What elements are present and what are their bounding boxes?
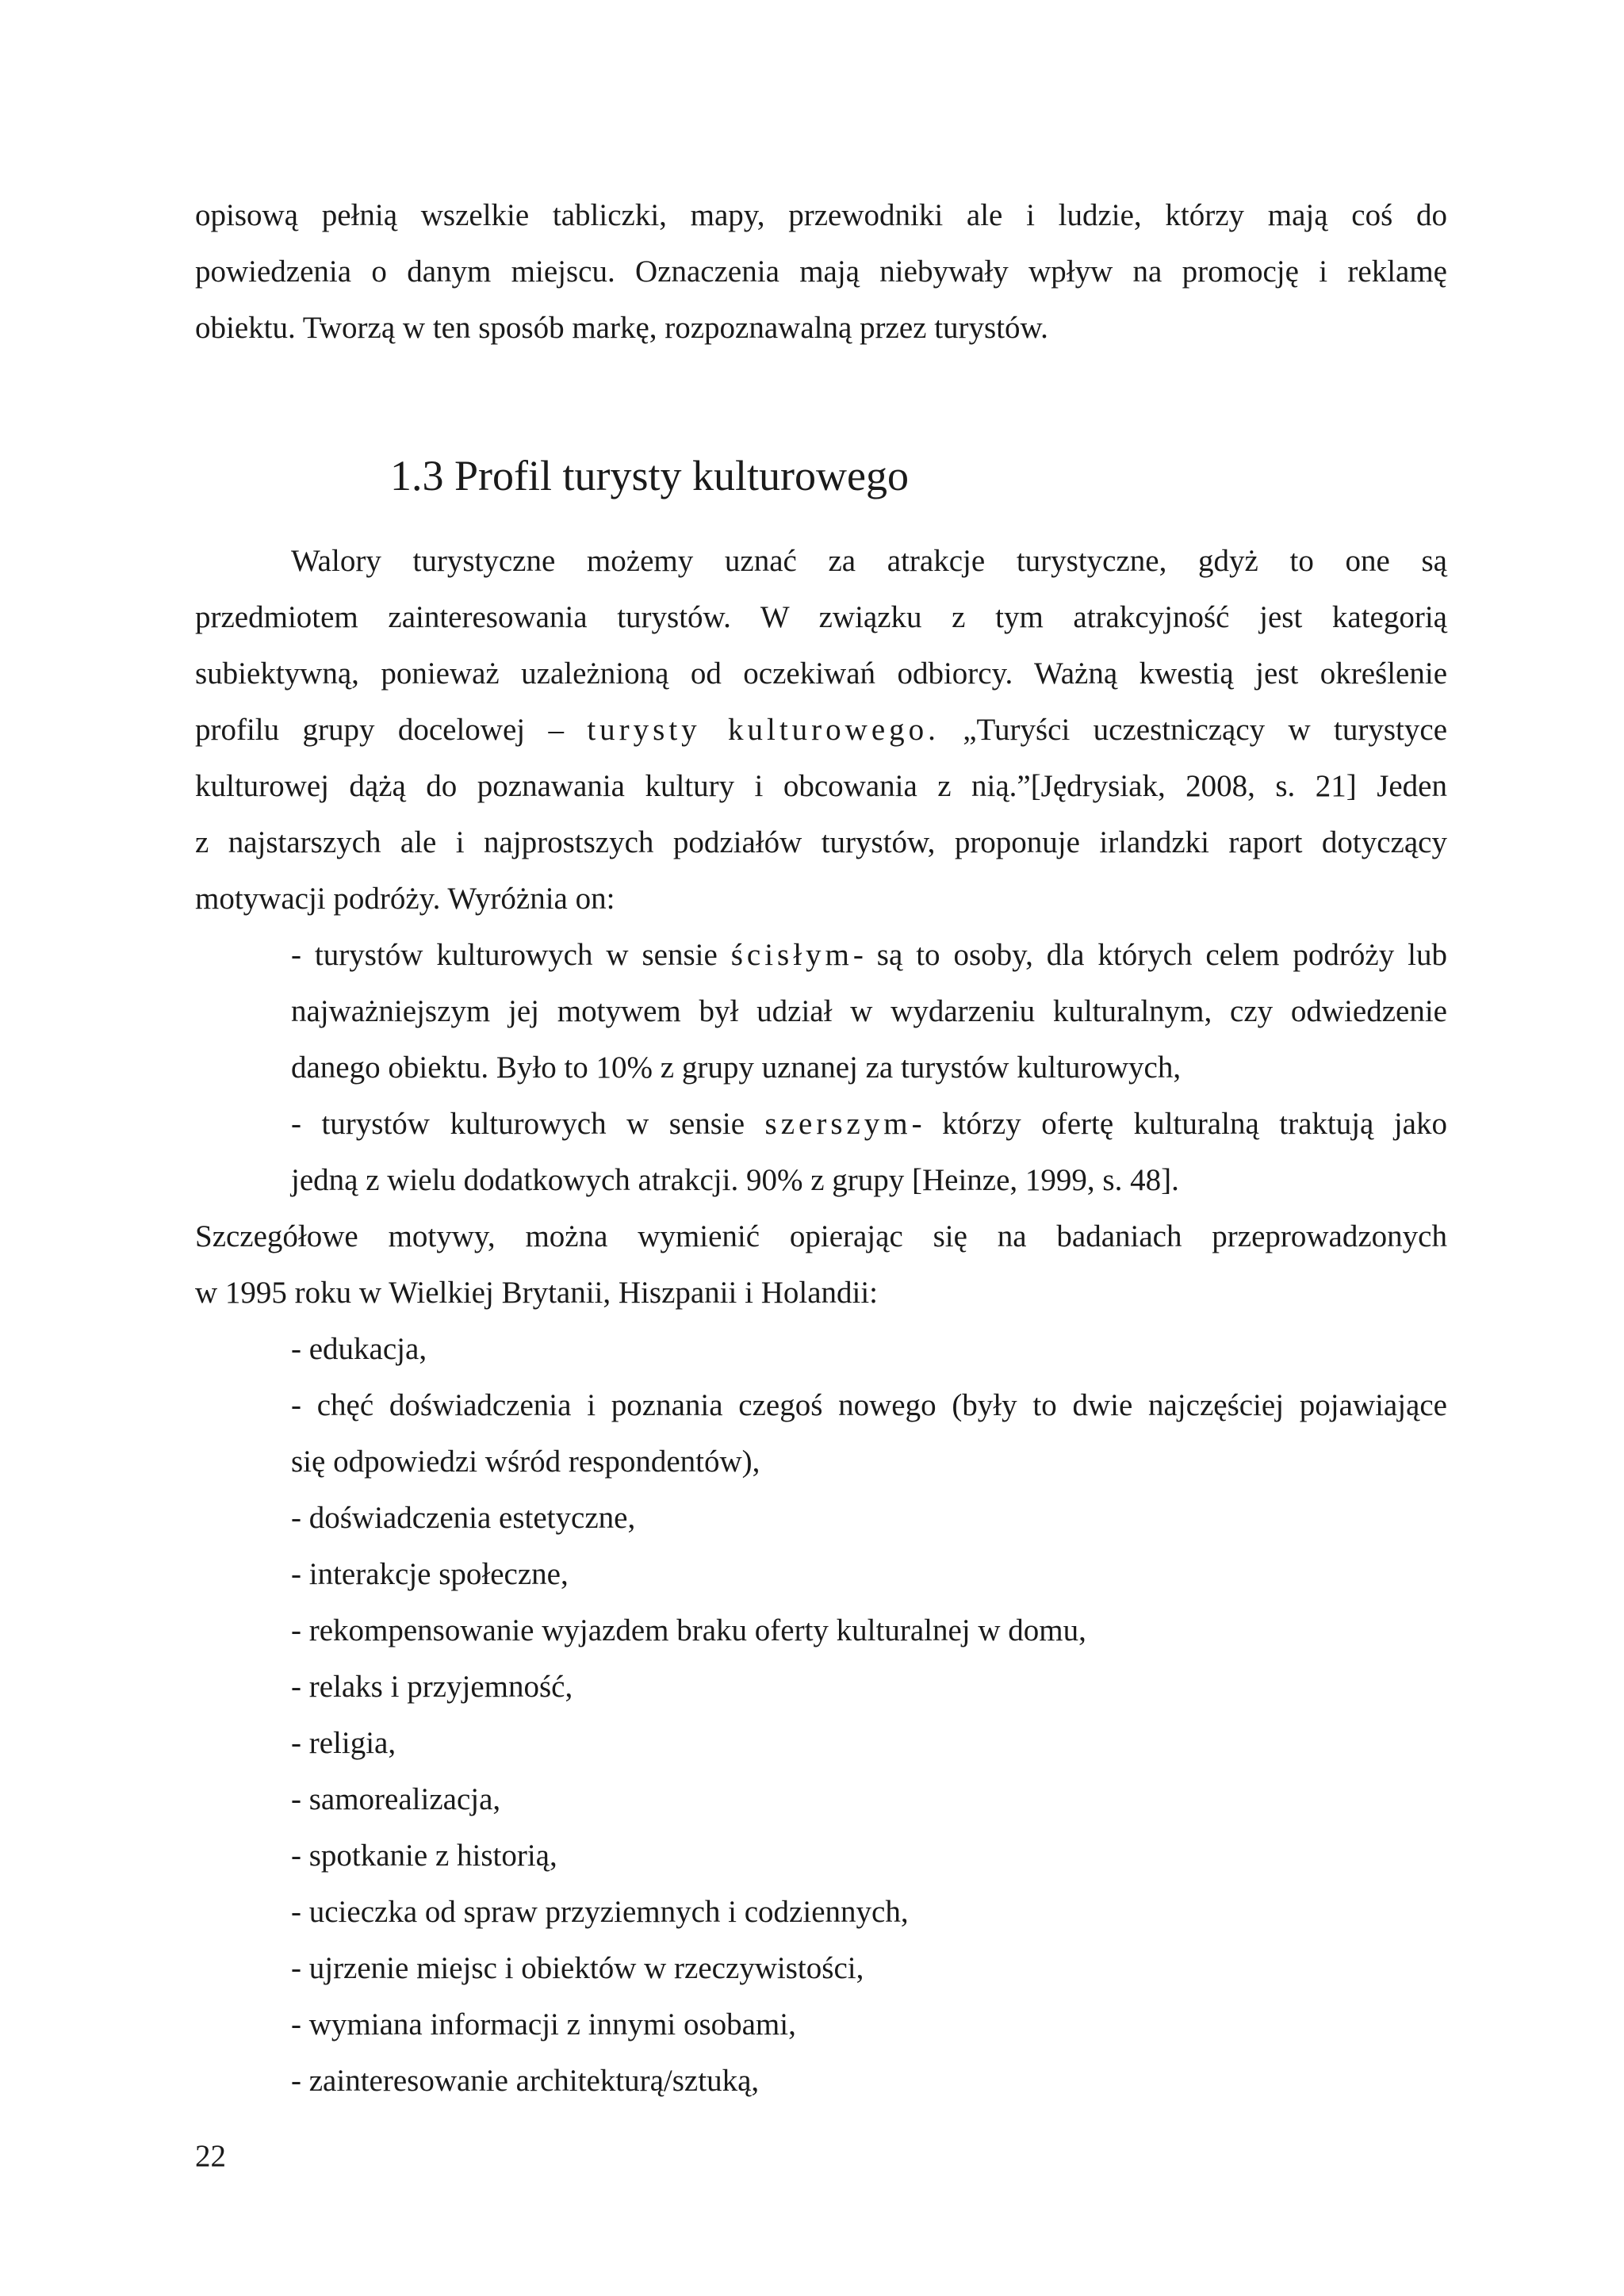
paragraph-line: motywacji podróży. Wyróżnia on:: [195, 882, 615, 916]
division-item-line: [291, 936, 1447, 975]
paragraph-line: subiektywną, ponieważ uzależnioną od oczekiwań odbiorcy. Ważną kwestią jest określenie: [195, 656, 1447, 691]
paragraph-line: przedmiotem zainteresowania turystów. W związku z tym atrakcyjność jest kategorią: [195, 600, 1447, 634]
division-item-line: najważniejszym jej motywem był udział w wydarzeniu kulturalnym, czy odwiedzenie: [291, 994, 1447, 1028]
paragraph-line: Szczegółowe motywy, można wymienić opierając się na badaniach przeprowadzonych: [195, 1219, 1447, 1253]
list-item: się odpowiedzi wśród respondentów),: [291, 1445, 760, 1479]
list-item: - rekompensowanie wyjazdem braku oferty kulturalnej w domu,: [291, 1613, 1086, 1647]
spaced-term: turysty kulturowego.: [587, 713, 940, 747]
text-run: - turystów kulturowych w sensie: [291, 1107, 765, 1141]
paragraph-line: w 1995 roku w Wielkiej Brytanii, Hiszpanii i Holandii:: [195, 1276, 879, 1310]
intro-line: obiektu. Tworzą w ten sposób markę, rozpoznawalną przez turystów.: [195, 311, 1048, 345]
spaced-term: szerszym: [764, 1107, 912, 1141]
paragraph-line: z najstarszych ale i najprostszych podziałów turystów, proponuje irlandzki raport dotyczący: [195, 825, 1447, 859]
paragraph-line: kulturowej dążą do poznawania kultury i obcowania z nią.”[Jędrysiak, 2008, s. 21] Jeden: [195, 769, 1447, 803]
list-item: - edukacja,: [291, 1332, 427, 1366]
list-item: - interakcje społeczne,: [291, 1557, 569, 1591]
list-item: - samorealizacja,: [291, 1782, 501, 1816]
list-item: - zainteresowanie architekturą/sztuką,: [291, 2064, 760, 2098]
text-run: - są to osoby, dla których celem podróży lub: [852, 938, 1447, 972]
text-run: „Turyści uczestniczący w turystyce: [939, 713, 1448, 747]
list-item: - doświadczenia estetyczne,: [291, 1501, 636, 1535]
paragraph-line: [195, 710, 1447, 750]
list-item: - ucieczka od spraw przyziemnych i codziennych,: [291, 1895, 909, 1929]
list-item: - chęć doświadczenia i poznania czegoś nowego (były to dwie najczęściej pojawiające: [291, 1388, 1447, 1422]
spaced-term: ścisłym: [730, 938, 853, 972]
intro-line: opisową pełnią wszelkie tabliczki, mapy, przewodniki ale i ludzie, którzy mają coś do: [195, 198, 1447, 232]
text-run: profilu grupy docelowej –: [195, 713, 588, 747]
paragraph-line: Walory turystyczne możemy uznać za atrakcje turystyczne, gdyż to one są: [291, 544, 1447, 578]
division-item-line: jedną z wielu dodatkowych atrakcji. 90% z grupy [Heinze, 1999, s. 48].: [291, 1163, 1179, 1197]
list-item: - wymiana informacji z innymi osobami,: [291, 2007, 796, 2042]
list-item: - spotkanie z historią,: [291, 1839, 557, 1873]
page-number: 22: [195, 2139, 226, 2173]
section-heading: 1.3 Profil turysty kulturowego: [390, 452, 909, 499]
division-item-line: [291, 1104, 1447, 1144]
text-run: - którzy ofertę kulturalną traktują jako: [911, 1107, 1447, 1141]
list-item: - religia,: [291, 1726, 396, 1760]
division-item-line: danego obiektu. Było to 10% z grupy uznanej za turystów kulturowych,: [291, 1050, 1182, 1085]
list-item: - relaks i przyjemność,: [291, 1670, 573, 1704]
intro-line: powiedzenia o danym miejscu. Oznaczenia mają niebywały wpływ na promocję i reklamę: [195, 254, 1447, 289]
list-item: - ujrzenie miejsc i obiektów w rzeczywistości,: [291, 1951, 864, 1985]
text-run: - turystów kulturowych w sensie: [291, 938, 731, 972]
